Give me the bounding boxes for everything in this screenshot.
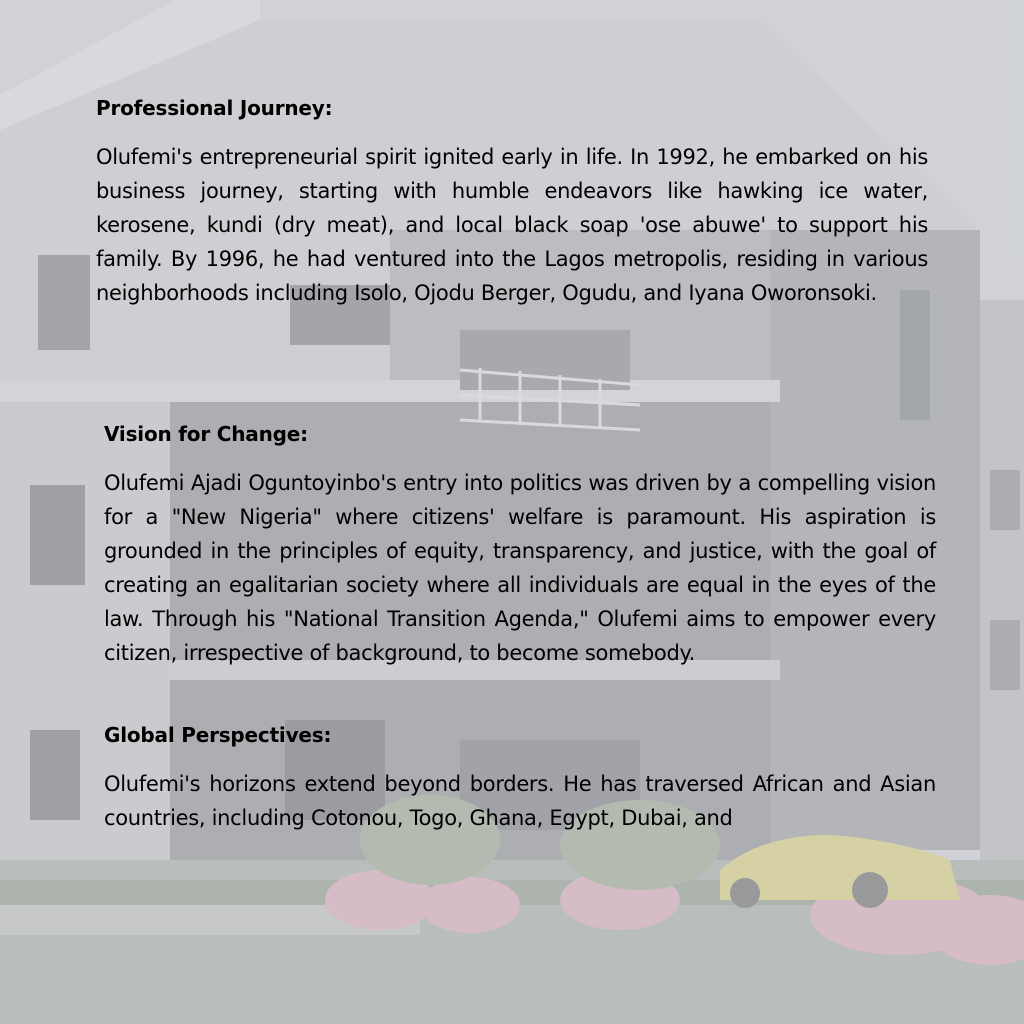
section-body: Olufemi's horizons extend beyond borders. He has traversed African and Asian countries, including Cotonou, Togo, Ghana, Egypt, Dubai, and bbox=[104, 772, 936, 830]
section-global-perspectives bbox=[104, 722, 936, 835]
section-heading: Global Perspectives: bbox=[104, 723, 332, 747]
section-heading: Vision for Change: bbox=[104, 422, 308, 446]
section-heading: Professional Journey: bbox=[96, 96, 333, 120]
section-vision-for-change bbox=[104, 421, 936, 670]
section-professional-journey bbox=[96, 95, 928, 310]
section-body: Olufemi Ajadi Oguntoyinbo's entry into politics was driven by a compelling vision for a "New Nigeria" where citizens' welfare is paramount. His aspiration is grounded in the principles of equity, transparency, and justice, with the goal of creating an egalitarian society where all individuals are equal in the eyes of the law. Through his "National Transition Agenda," Olufemi aims to empower every citizen, irrespective of background, to become somebody. bbox=[104, 471, 936, 665]
section-body: Olufemi's entrepreneurial spirit ignited early in life. In 1992, he embarked on his business journey, starting with humble endeavors like hawking ice water, kerosene, kundi (dry meat), and local black soap 'ose abuwe' to support his family. By 1996, he had ventured into the Lagos metropolis, residing in various neighborhoods including Isolo, Ojodu Berger, Ogudu, and Iyana Oworonsoki. bbox=[96, 145, 928, 305]
